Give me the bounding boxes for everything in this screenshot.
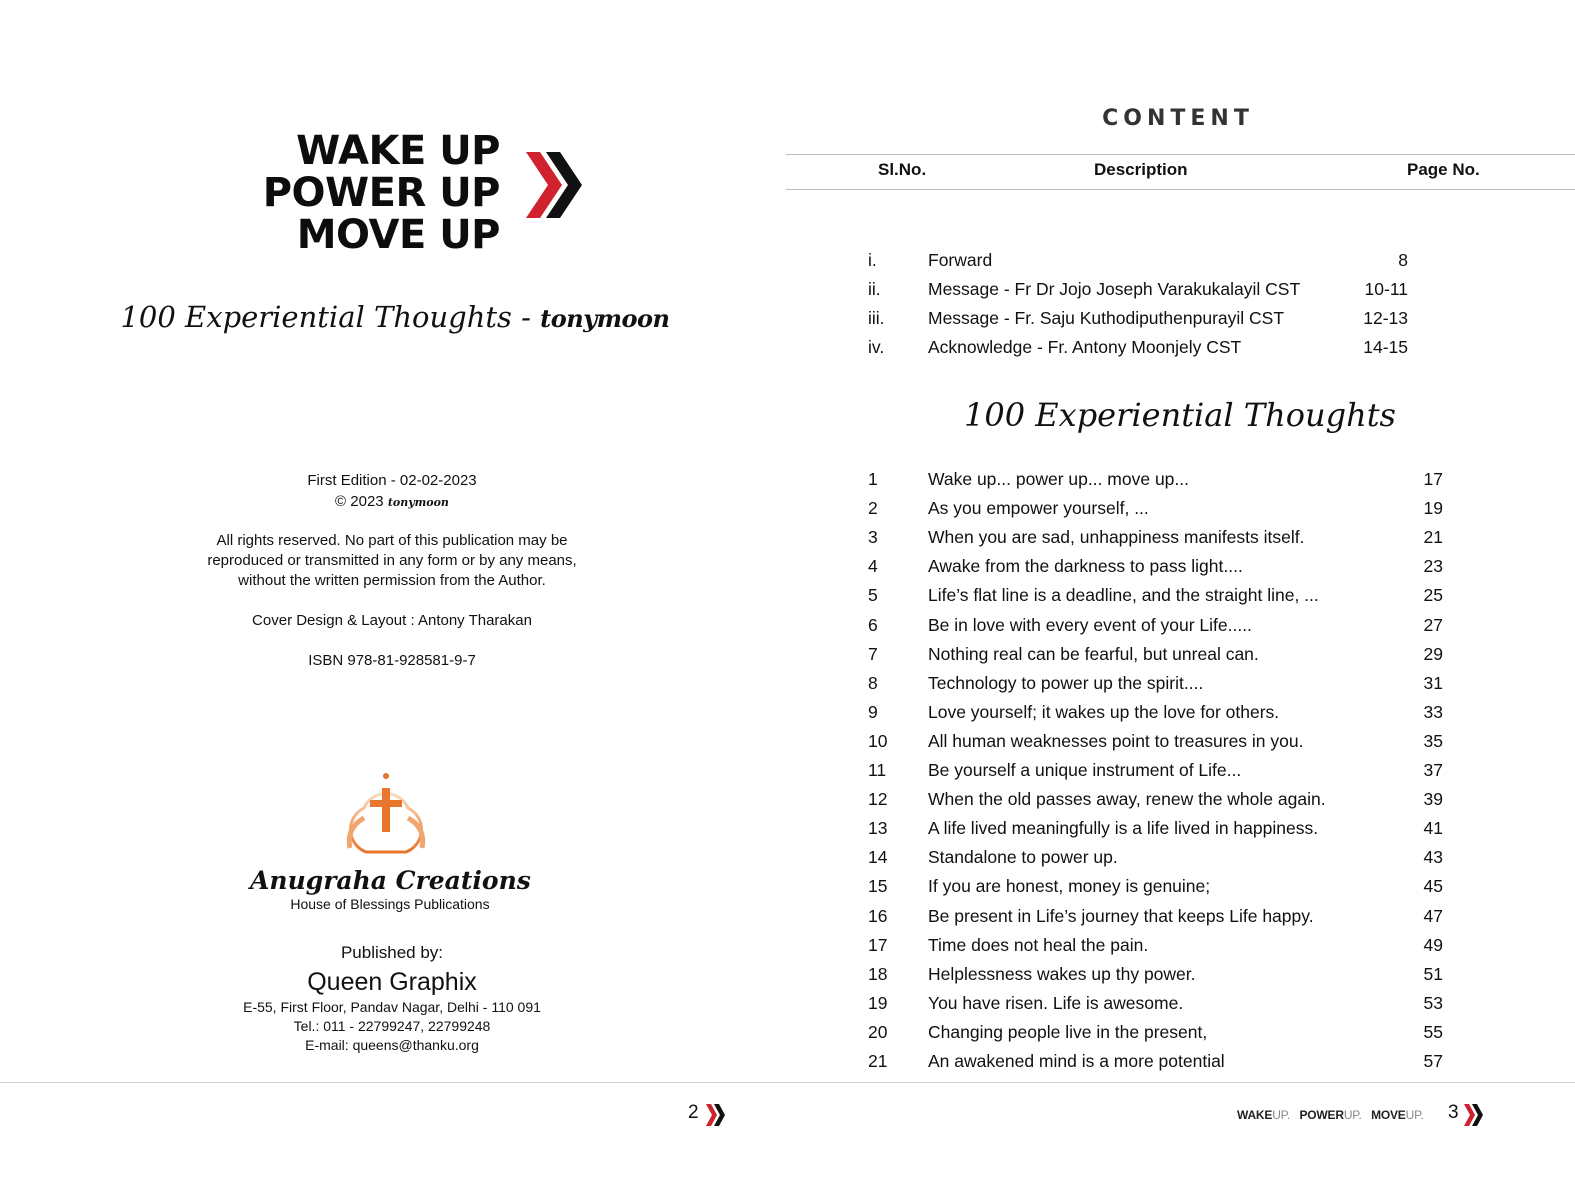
toc-row-page: 8 [1398, 250, 1408, 270]
toc-row-number: 11 [868, 760, 887, 780]
toc-row-number: 8 [868, 672, 878, 693]
toc-row-page: 37 [1423, 760, 1443, 780]
toc-row-number: 16 [868, 905, 888, 926]
toc-row-number: 4 [868, 556, 878, 577]
header-rule-bottom [786, 189, 1575, 190]
toc-row-number: 3 [868, 527, 878, 548]
toc-row-page: 51 [1423, 963, 1443, 984]
toc-row-description: Message - Fr Dr Jojo Joseph Varakukalayil CST [928, 279, 1301, 299]
toc-row-number: 15 [868, 876, 888, 897]
toc-row-description: Time does not heal the pain. [928, 934, 1149, 955]
footer-power: POWER [1299, 1108, 1344, 1122]
toc-row-description: Acknowledge - Fr. Antony Moonjely CST [928, 337, 1242, 357]
toc-row [0, 527, 1575, 556]
title-line-2: POWER UP [262, 170, 500, 216]
column-header-page: Page No. [1407, 160, 1480, 179]
toc-row [0, 818, 1575, 847]
toc-row-page: 12-13 [1363, 308, 1408, 328]
toc-row-page: 33 [1423, 701, 1443, 722]
author-signature: tonymoon [540, 304, 670, 333]
toc-row-page: 47 [1423, 905, 1443, 926]
toc-row [0, 615, 1575, 644]
toc-row-description: Life’s flat line is a deadline, and the straight line, ... [928, 585, 1319, 606]
toc-row [0, 498, 1575, 527]
toc-row-page: 57 [1423, 1051, 1443, 1071]
book-title [200, 130, 500, 256]
toc-row-page: 27 [1423, 614, 1443, 635]
column-header-description: Description [1094, 160, 1188, 179]
toc-row-number: 5 [868, 585, 878, 606]
footer-chevron-icon-left [705, 1103, 727, 1127]
toc-row-page: 41 [1423, 818, 1443, 839]
footer-wake: WAKE [1237, 1108, 1273, 1122]
footer-up-2: UP. [1343, 1108, 1362, 1122]
edition-line: First Edition - 02-02-2023 [307, 472, 477, 489]
toc-row-number: 17 [868, 934, 888, 955]
toc-row-description: You have risen. Life is awesome. [928, 992, 1184, 1013]
toc-row [0, 556, 1575, 585]
footer-up-1: UP. [1272, 1108, 1291, 1122]
toc-row-page: 10-11 [1364, 279, 1408, 299]
toc-row-description: Love yourself; it wakes up the love for others. [928, 701, 1280, 722]
footer-up-3: UP. [1405, 1108, 1424, 1122]
toc-row-page: 21 [1423, 527, 1443, 548]
toc-row [0, 279, 1575, 308]
toc-row-description: Standalone to power up. [928, 847, 1118, 868]
toc-row-page: 39 [1423, 789, 1443, 810]
toc-row-description: When the old passes away, renew the whole again. [928, 789, 1326, 810]
footer-divider-left [0, 1082, 788, 1083]
toc-row [0, 1051, 1575, 1080]
toc-row [0, 644, 1575, 673]
toc-row-description: As you empower yourself, ... [928, 498, 1149, 519]
toc-row-number: 6 [868, 614, 878, 635]
toc-row-page: 31 [1423, 672, 1443, 693]
toc-row-description: Wake up... power up... move up... [928, 469, 1190, 489]
publisher-name: Queen Graphix [307, 968, 477, 996]
toc-row-page: 19 [1423, 498, 1443, 519]
toc-row [0, 876, 1575, 905]
toc-row [0, 250, 1575, 279]
header-rule-top [786, 154, 1575, 155]
toc-row-number: 7 [868, 643, 878, 664]
toc-row [0, 906, 1575, 935]
toc-row-number: 1 [868, 469, 878, 489]
title-line-3: MOVE UP [296, 212, 500, 258]
toc-row [0, 789, 1575, 818]
toc-row [0, 673, 1575, 702]
toc-row-page: 35 [1423, 730, 1443, 751]
toc-row-number: 12 [868, 789, 888, 810]
toc-row-number: 9 [868, 701, 878, 722]
toc-row [0, 993, 1575, 1022]
toc-row-page: 29 [1423, 643, 1443, 664]
toc-row-page: 55 [1423, 1021, 1443, 1042]
footer-chevron-icon-right [1463, 1103, 1485, 1127]
column-header-slno: Sl.No. [878, 160, 927, 179]
toc-row-page: 14-15 [1363, 337, 1408, 357]
copyright-signature: tonymoon [387, 496, 449, 509]
rights-line-3: without the written permission from the Author. [238, 572, 546, 589]
toc-row-description: Be present in Life’s journey that keeps Life happy. [928, 905, 1314, 926]
toc-row-page: 45 [1423, 876, 1443, 897]
footer-tagline [1237, 1108, 1423, 1122]
double-chevron-icon [522, 150, 584, 220]
toc-row-description: Forward [928, 250, 993, 270]
published-by-label: Published by: [340, 943, 444, 962]
isbn: ISBN 978-81-928581-9-7 [308, 652, 476, 669]
toc-row [0, 731, 1575, 760]
toc-row-number: 18 [868, 963, 888, 984]
toc-row-description: Be in love with every event of your Life..... [928, 614, 1252, 635]
toc-row-page: 25 [1423, 585, 1443, 606]
copyright-text: © 2023 [335, 493, 384, 510]
toc-row [0, 847, 1575, 876]
toc-row-number: 14 [868, 847, 888, 868]
publisher-logo-name: Anugraha Creations [250, 866, 531, 895]
toc-row [0, 702, 1575, 731]
toc-row-description: A life lived meaningfully is a life lived in happiness. [928, 818, 1319, 839]
toc-row-page: 43 [1423, 847, 1443, 868]
toc-row [0, 935, 1575, 964]
toc-row-description: If you are honest, money is genuine; [928, 876, 1211, 897]
toc-row-number: 21 [868, 1051, 888, 1071]
cover-design-credit: Cover Design & Layout : Antony Tharakan [252, 612, 532, 629]
toc-row-number: ii. [868, 279, 881, 299]
toc-row-description: An awakened mind is a more potential [928, 1051, 1225, 1071]
toc-row-description: Message - Fr. Saju Kuthodiputhenpurayil CST [928, 308, 1285, 328]
toc-row [0, 585, 1575, 614]
toc-row-number: iv. [868, 337, 885, 357]
toc-row-number: 20 [868, 1021, 888, 1042]
toc-row-description: Awake from the darkness to pass light.... [928, 556, 1243, 577]
toc-row [0, 469, 1575, 498]
toc-row-number: i. [868, 250, 877, 270]
footer-divider-right [786, 1082, 1575, 1083]
toc-row-number: iii. [868, 308, 885, 328]
toc-row-page: 23 [1423, 556, 1443, 577]
publisher-email: E-mail: queens@thanku.org [305, 1037, 479, 1053]
publisher-logo-tagline: House of Blessings Publications [290, 896, 490, 912]
thoughts-heading: 100 Experiential Thoughts [964, 396, 1396, 434]
toc-row [0, 308, 1575, 337]
publisher-address: E-55, First Floor, Pandav Nagar, Delhi - 110 091 [243, 999, 541, 1015]
toc-row-description: All human weaknesses point to treasures in you. [928, 730, 1304, 751]
rights-line-2: reproduced or transmitted in any form or by any means, [207, 552, 577, 569]
toc-row-description: Be yourself a unique instrument of Life... [928, 760, 1242, 780]
content-heading: CONTENT [1102, 106, 1254, 131]
toc-row [0, 1022, 1575, 1051]
toc-row-description: Changing people live in the present, [928, 1021, 1208, 1042]
page-number-right: 3 [1448, 1102, 1459, 1123]
toc-row-description: When you are sad, unhappiness manifests itself. [928, 527, 1305, 548]
toc-row-description: Helplessness wakes up thy power. [928, 963, 1196, 984]
page-number-left: 2 [688, 1102, 699, 1123]
subtitle-text: 100 Experiential Thoughts - [120, 300, 531, 334]
toc-row-description: Technology to power up the spirit.... [928, 672, 1204, 693]
toc-row [0, 964, 1575, 993]
footer-move: MOVE [1371, 1108, 1406, 1122]
toc-row [0, 337, 1575, 366]
toc-row-number: 19 [868, 992, 888, 1013]
toc-row-page: 17 [1423, 469, 1443, 489]
toc-row-page: 49 [1423, 934, 1443, 955]
toc-row-page: 53 [1423, 992, 1443, 1013]
toc-row-description: Nothing real can be fearful, but unreal can. [928, 643, 1259, 664]
title-line-1: WAKE UP [296, 128, 500, 174]
toc-row-number: 10 [868, 730, 888, 751]
toc-row-number: 2 [868, 498, 878, 519]
toc-row-number: 13 [868, 818, 888, 839]
rights-line-1: All rights reserved. No part of this publication may be [216, 532, 568, 549]
toc-row [0, 760, 1575, 789]
publisher-tel: Tel.: 011 - 22799247, 22799248 [293, 1018, 491, 1034]
